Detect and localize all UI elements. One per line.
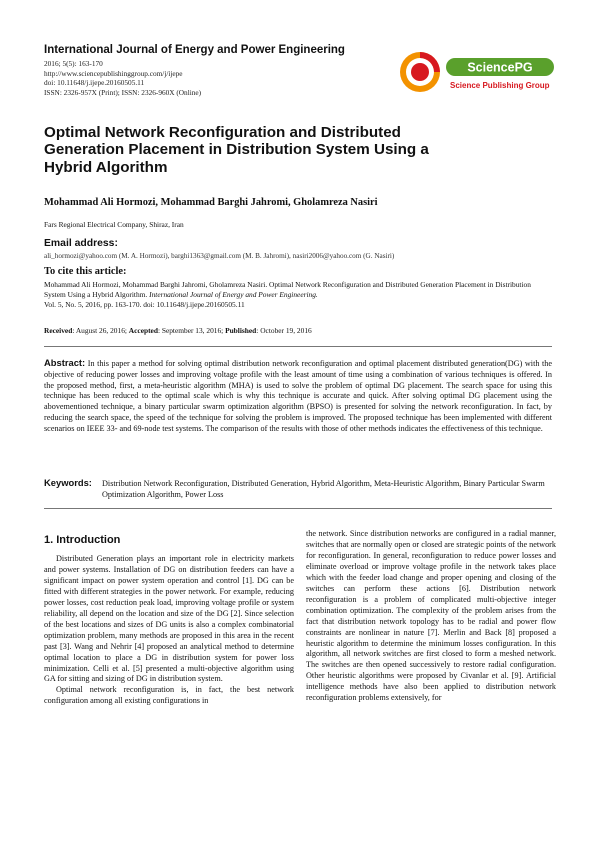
journal-url[interactable]: http://www.sciencepublishinggroup.com/j/ijepe: [44, 68, 183, 78]
paragraph: Distributed Generation plays an important role in electricity markets and power systems. Installation of DG on distribution feeders can have a significant impact on power system operation and control [1]. DG can be fitted with different strategies in the power network. For example, reducing power losses, cost reduction peak load, improving voltage profile or system reliability, all depend on the location and size of the DG [2]. Since selection of the best locations and sizes of DG units is also a complex combinatorial optimization problem, many methods are proposed in this area in the recent past [3]. Wang and Nehrir [4] proposed an analytical method to determine optimal location to place a DG in distribution system for power loss minimization. Celli et al. [5] presented a multi-objective algorithm using GA for sitting and sizing of DG in distribution system.: [44, 554, 294, 684]
abstract: [44, 358, 552, 435]
journal-meta: [44, 59, 201, 97]
paper-title: Optimal Network Reconfiguration and Distributed Generation Placement in Distribution System Using a Hybrid Algorithm: [44, 124, 429, 176]
authors: Mohammad Ali Hormozi, Mohammad Barghi Jahromi, Gholamreza Nasiri: [44, 197, 378, 208]
keywords-label: Keywords:: [44, 477, 92, 488]
divider-bottom: [44, 508, 552, 509]
paragraph: Optimal network reconfiguration is, in fact, the best network configuration among all existing configurations in: [44, 685, 294, 706]
publication-dates: Received: August 26, 2016; Accepted: September 13, 2016; Published: October 19, 2016: [44, 326, 312, 335]
abstract-text: In this paper a method for solving optimal distribution network reconfiguration and optimal placement distributed generation(DG) with the objective of reducing power losses and improving voltage profile with the least amount of time using a combination of various techniques is offered. In the proposed method, first, a meta-heuristic algorithm (MHA) is used to solve the problem of optimal DG placement. The search space for using this technique has been reduced to the optimal scale which is why this technique is accurate and quick. After solving optimal DG placement using the abovementioned technique, a binary particular swarm optimization algorithm (BPSO) is presented for solving the network reconfiguration. In fact, by reducing the search space, the speed of the technique for solving the problem is improved. The proposed technique has been implemented with different scenarios on IEEE 33- and 69-node test systems. The comparison of the results with those of other methods indicates the effectiveness of this technique.: [44, 359, 553, 433]
body-column-left: [44, 554, 294, 707]
journal-doi[interactable]: doi: 10.11648/j.ijepe.20160505.11: [44, 78, 145, 88]
paragraph: the network. Since distribution networks are configured in a radial manner, switches that are normally open or closed are strategic points of the network for reconfiguration. In general, reconfiguration to reduce power losses and eliminate overload or improve voltage profile in the network takes place which with the feeder load change and proper opening and closing of the switches can perform these actions [6]. Distribution network reconfiguration is a problem of complicated multi-objective integer combination optimization. The complexity of the problem arises from the fact that distribution network topology has to be radial and power flow constraints are nonlinear in nature [7]. Merlin and Back [8] proposed a heuristic algorithm to determine the minimum losses configuration. In this algorithm, all network switches are first closed to form a meshed network. The switches are then opened successively to restore radial configuration. Other heuristic algorithms were proposed by Civanlar et al. [9]. Artificial intelligence methods have also been applied to distribution network reconfiguration problems extensively, for: [306, 529, 556, 703]
divider-top: [44, 346, 552, 347]
affiliation: Fars Regional Electrical Company, Shiraz, Iran: [44, 220, 184, 229]
citation: Mohammad Ali Hormozi, Mohammad Barghi Jahromi, Gholamreza Nasiri. Optimal Network Reconfiguration and Distributed Generation Placement in Distribution System Using a Hybrid Algorithm. International Journal of Energy and Power Engineering. Vol. 5, No. 5, 2016, pp. 163-170. doi: 10.11648/j.ijepe.20160505.11: [44, 280, 531, 309]
body-column-right: [306, 529, 556, 704]
citation-journal: International Journal of Energy and Power Engineering.: [149, 289, 318, 299]
email-heading: Email address:: [44, 238, 118, 249]
logo-subtitle: Science Publishing Group: [450, 81, 550, 90]
journal-issue: 2016; 5(5): 163-170: [44, 59, 103, 68]
section-title-introduction: 1. Introduction: [44, 534, 121, 546]
citation-volume: Vol. 5, No. 5, 2016, pp. 163-170. doi: 10.11648/j.ijepe.20160505.11: [44, 299, 245, 309]
keywords-text: Distribution Network Reconfiguration, Distributed Generation, Hybrid Algorithm, Meta-Heuristic Algorithm, Binary Particular Swarm Optimization Algorithm, Power Loss: [102, 479, 545, 500]
abstract-label: Abstract:: [44, 357, 86, 368]
email-addresses[interactable]: ali_hormozi@yahoo.com (M. A. Hormozi), barghi1363@gmail.com (M. B. Jahromi), nasiri2006@yahoo.com (G. Nasiri): [44, 252, 395, 260]
journal-issn: ISSN: 2326-957X (Print); ISSN: 2326-960X (Online): [44, 87, 202, 97]
cite-heading: To cite this article:: [44, 266, 127, 277]
logo-name: SciencePG: [467, 60, 533, 75]
journal-title: International Journal of Energy and Power Engineering: [44, 44, 345, 56]
sciencepg-logo: [398, 48, 558, 96]
